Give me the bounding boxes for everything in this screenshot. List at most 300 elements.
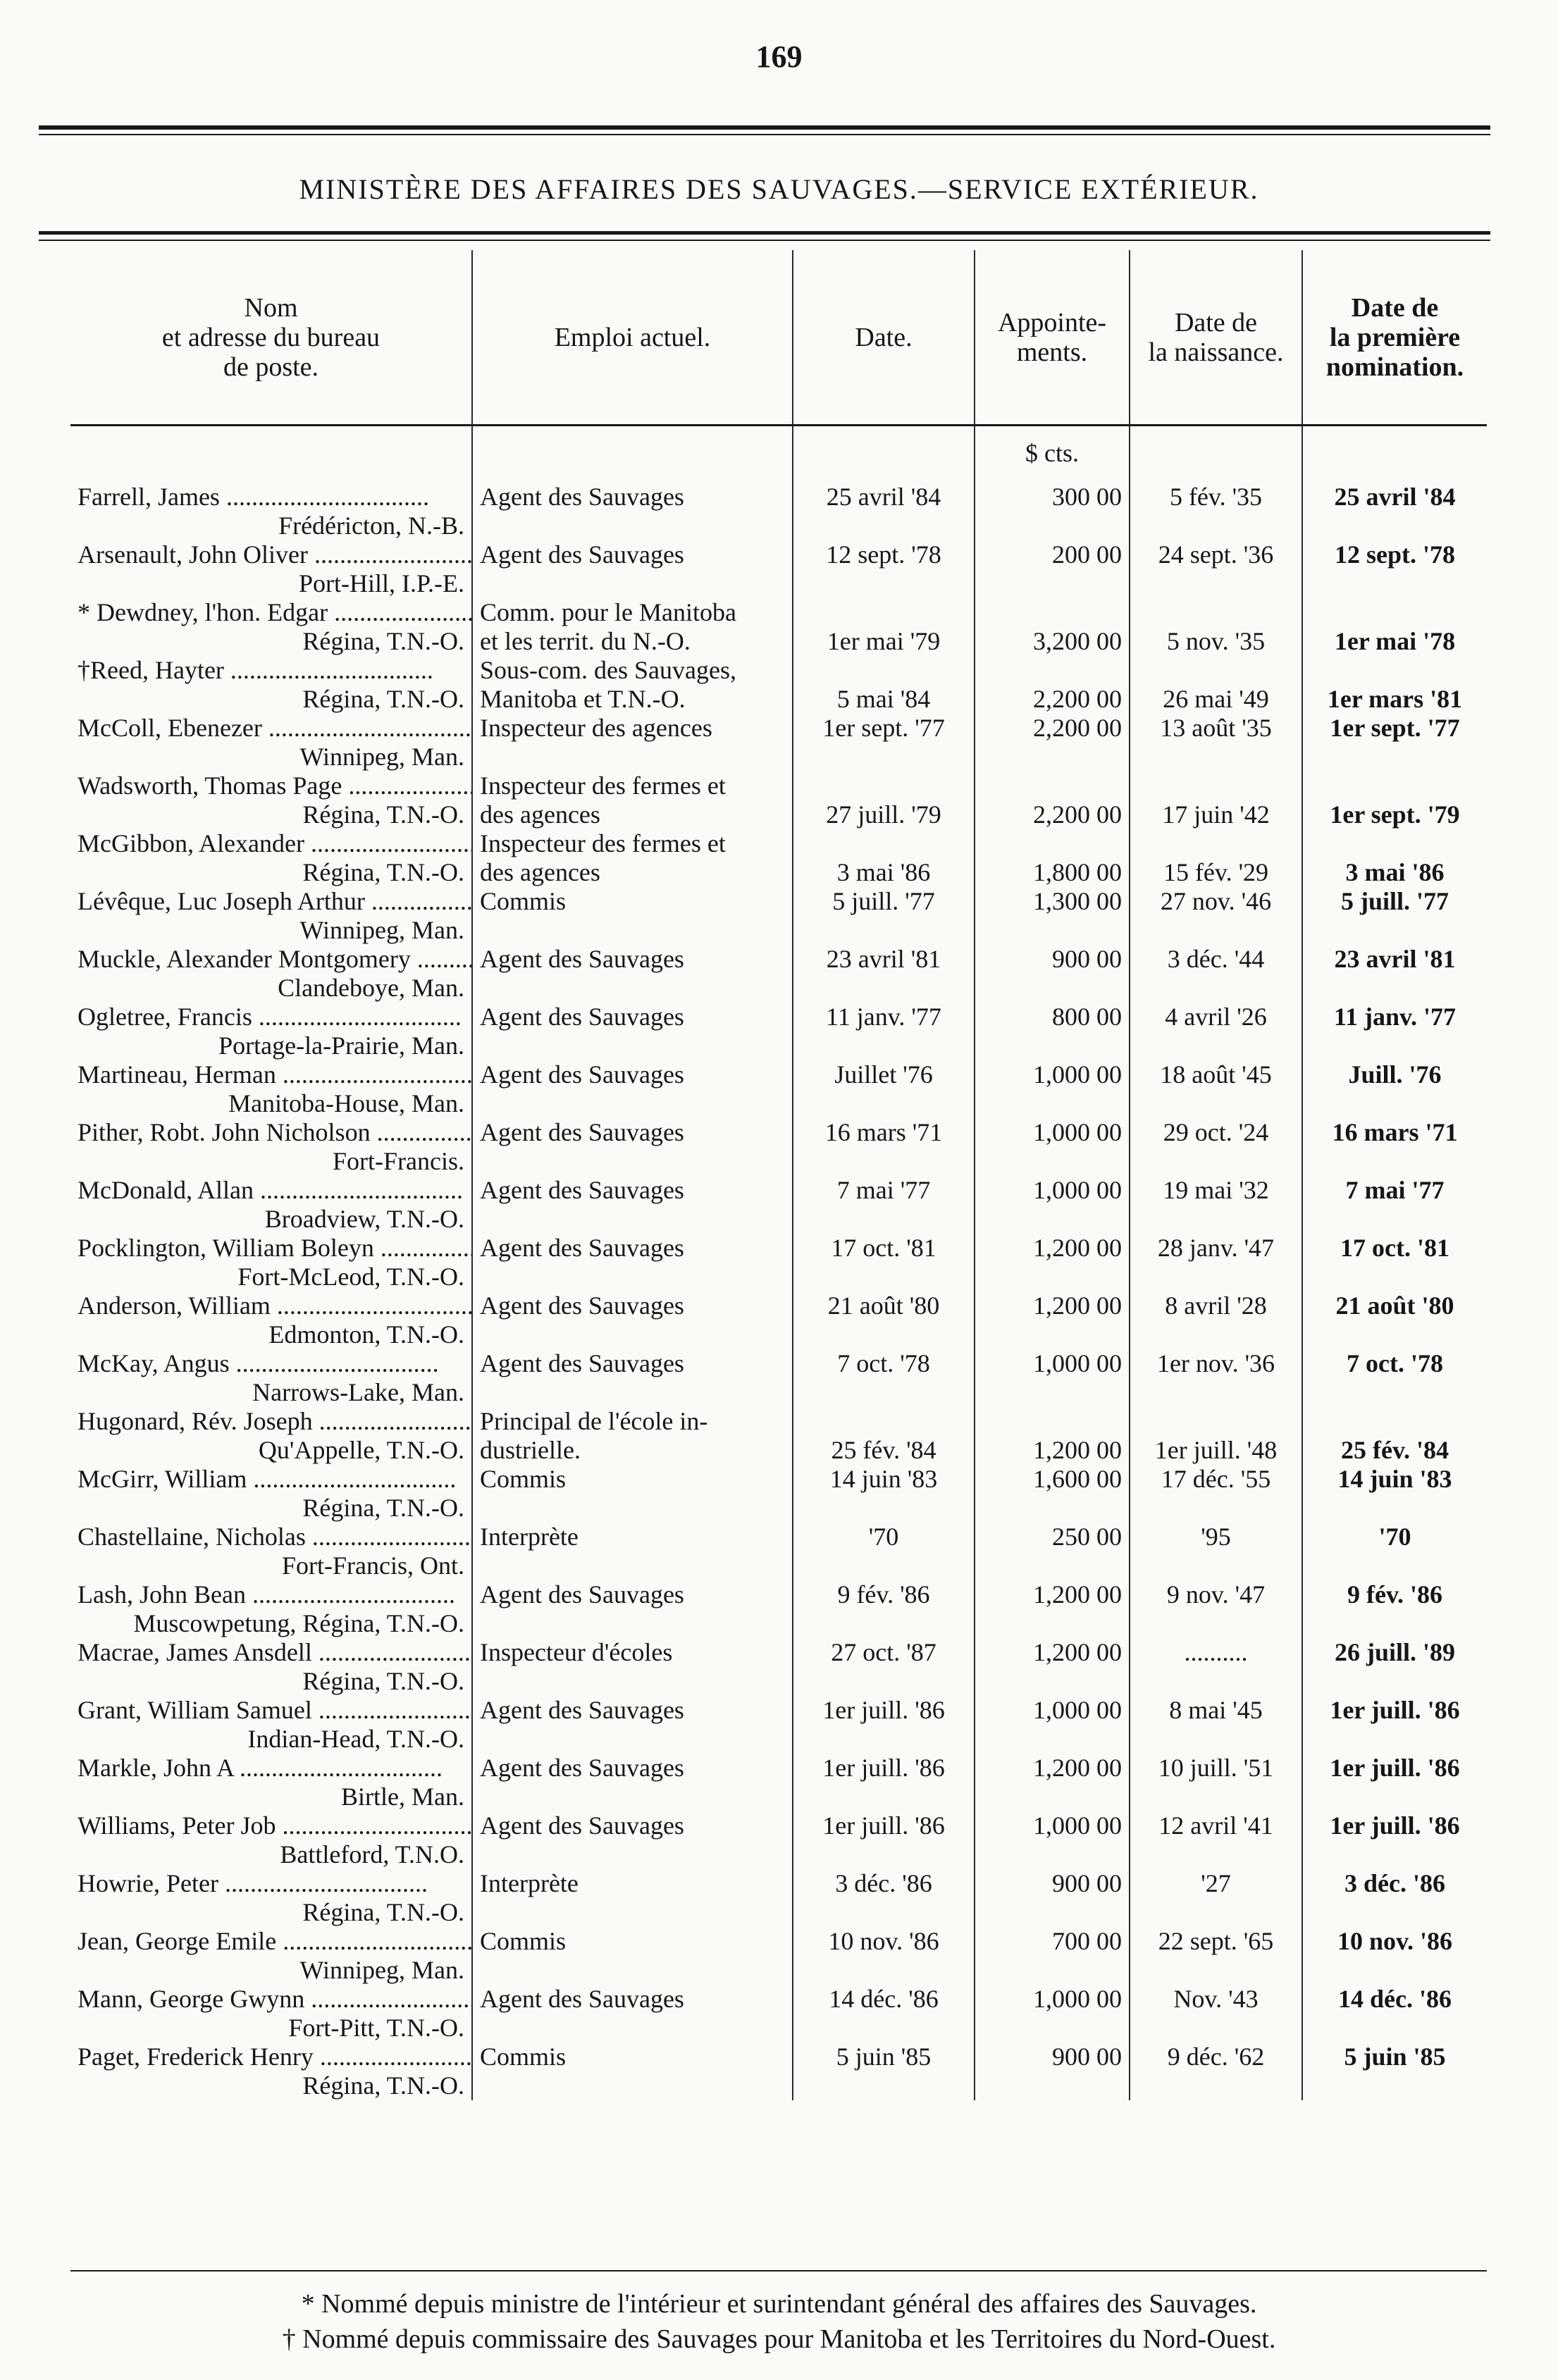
- table-row: [70, 1176, 1487, 1234]
- cell-name: [70, 829, 472, 887]
- units-spacer: [1130, 426, 1302, 483]
- header-nomination: [1302, 250, 1487, 426]
- cell-appointements: 2,200 00: [975, 714, 1130, 771]
- employee-address: Fort-Francis.: [333, 1147, 464, 1175]
- cell-naissance: '27: [1130, 1869, 1302, 1927]
- cell-emploi: [472, 1696, 793, 1754]
- employee-address: Winnipeg, Man.: [299, 916, 464, 944]
- cell-name: [70, 945, 472, 1003]
- table-row: [70, 1060, 1487, 1118]
- footnote-1: * Nommé depuis ministre de l'intérieur et surintendant général des affaires des Sauvages.: [301, 2289, 1257, 2319]
- cell-date: 5 juill. '77: [793, 887, 975, 945]
- cell-nomination: 9 fév. '86: [1302, 1580, 1487, 1638]
- employee-name: Pocklington, William Boleyn .....: [78, 1234, 472, 1262]
- cell-appointements: 1,200 00: [975, 1234, 1130, 1291]
- cell-name: [70, 1869, 472, 1927]
- cell-nomination: 7 mai '77: [1302, 1176, 1487, 1234]
- cell-date: 14 juin '83: [793, 1465, 975, 1523]
- cell-date: 23 avril '81: [793, 945, 975, 1003]
- employee-name: Ogletree, Francis .....: [78, 1003, 462, 1031]
- cell-appointements: 1,200 00: [975, 1580, 1130, 1638]
- cell-appointements: 300 00: [975, 483, 1130, 540]
- employee-name: Markle, John A .....: [78, 1754, 443, 1782]
- cell-nomination: 1er sept. '77: [1302, 714, 1487, 771]
- cell-emploi: [472, 1638, 793, 1696]
- employee-name: Mann, George Gwynn .....: [78, 1985, 472, 2013]
- emploi-line: des agences: [480, 800, 600, 829]
- employee-name: Arsenault, John Oliver .....: [78, 540, 472, 569]
- cell-nomination: 1er sept. '79: [1302, 771, 1487, 829]
- employee-name: Hugonard, Rév. Joseph .....: [78, 1407, 472, 1435]
- title-rule-thick: [39, 231, 1490, 235]
- emploi-line: Agent des Sauvages: [480, 1060, 684, 1089]
- cell-appointements: 1,000 00: [975, 1349, 1130, 1407]
- emploi-line: Agent des Sauvages: [480, 1118, 684, 1146]
- cell-nomination: 14 juin '83: [1302, 1465, 1487, 1523]
- cell-nomination: 14 déc. '86: [1302, 1985, 1487, 2043]
- cell-name: [70, 656, 472, 714]
- cell-date: 1er mai '79: [793, 598, 975, 656]
- employee-name: Anderson, William .....: [78, 1291, 472, 1320]
- table-row: [70, 483, 1487, 540]
- employee-address: Narrows-Lake, Man.: [252, 1378, 464, 1406]
- table-row: [70, 540, 1487, 598]
- page-title: MINISTÈRE DES AFFAIRES DES SAUVAGES.—SERVICE EXTÉRIEUR.: [299, 173, 1259, 205]
- cell-appointements: 1,000 00: [975, 1060, 1130, 1118]
- cell-naissance: 4 avril '26: [1130, 1003, 1302, 1060]
- table-row: [70, 1754, 1487, 1811]
- table-row: [70, 1523, 1487, 1580]
- cell-naissance: 22 sept. '65: [1130, 1927, 1302, 1985]
- employee-name: Chastellaine, Nicholas .....: [78, 1523, 472, 1551]
- cell-emploi: [472, 1407, 793, 1465]
- table-bottom-rule: [70, 2270, 1487, 2271]
- cell-emploi: [472, 540, 793, 598]
- table-row: [70, 598, 1487, 656]
- employee-address: Frédéricton, N.-B.: [278, 512, 464, 540]
- table-row: [70, 1465, 1487, 1523]
- cell-emploi: [472, 1523, 793, 1580]
- cell-name: [70, 1176, 472, 1234]
- cell-appointements: 250 00: [975, 1523, 1130, 1580]
- employee-address: Battleford, T.N.O.: [280, 1840, 464, 1868]
- cell-naissance: 13 août '35: [1130, 714, 1302, 771]
- employee-name: Lash, John Bean .....: [78, 1580, 455, 1609]
- cell-date: 9 fév. '86: [793, 1580, 975, 1638]
- cell-emploi: [472, 1118, 793, 1176]
- cell-appointements: 3,200 00: [975, 598, 1130, 656]
- header-naissance-line: la naissance.: [1148, 337, 1284, 367]
- cell-nomination: 12 sept. '78: [1302, 540, 1487, 598]
- emploi-line: Interprète: [480, 1523, 579, 1551]
- cell-naissance: 8 mai '45: [1130, 1696, 1302, 1754]
- employee-name: McDonald, Allan .....: [78, 1176, 463, 1204]
- employee-address: Fort-McLeod, T.N.-O.: [237, 1263, 464, 1291]
- employee-name: Lévêque, Luc Joseph Arthur .....: [78, 887, 472, 915]
- cell-date: 3 mai '86: [793, 829, 975, 887]
- cell-name: [70, 1580, 472, 1638]
- cell-emploi: [472, 1234, 793, 1291]
- cell-nomination: 10 nov. '86: [1302, 1927, 1487, 1985]
- cell-name: [70, 1638, 472, 1696]
- employee-address: Winnipeg, Man.: [299, 743, 464, 771]
- employee-name: Muckle, Alexander Montgomery .....: [78, 945, 472, 973]
- table-row: [70, 1985, 1487, 2043]
- employee-name: Jean, George Emile .....: [78, 1927, 472, 1955]
- cell-appointements: 1,000 00: [975, 1985, 1130, 2043]
- cell-naissance: 27 nov. '46: [1130, 887, 1302, 945]
- cell-emploi: [472, 2043, 793, 2100]
- cell-naissance: 8 avril '28: [1130, 1291, 1302, 1349]
- cell-date: 1er sept. '77: [793, 714, 975, 771]
- units-spacer: [70, 426, 472, 483]
- header-nomination-line: Date de: [1351, 292, 1439, 323]
- employee-address: Manitoba-House, Man.: [228, 1089, 464, 1117]
- employee-name: Martineau, Herman .....: [78, 1060, 472, 1089]
- cell-nomination: 26 juill. '89: [1302, 1638, 1487, 1696]
- cell-naissance: 29 oct. '24: [1130, 1118, 1302, 1176]
- cell-naissance: 9 déc. '62: [1130, 2043, 1302, 2100]
- employee-address: Fort-Francis, Ont.: [282, 1551, 464, 1580]
- cell-naissance: 1er juill. '48: [1130, 1407, 1302, 1465]
- cell-date: 27 juill. '79: [793, 771, 975, 829]
- employee-address: Winnipeg, Man.: [299, 1956, 464, 1984]
- cell-appointements: 1,000 00: [975, 1176, 1130, 1234]
- cell-appointements: 900 00: [975, 945, 1130, 1003]
- header-date: Date.: [793, 250, 975, 426]
- employee-address: Qu'Appelle, T.N.-O.: [258, 1436, 464, 1464]
- employee-address: Portage-la-Prairie, Man.: [218, 1031, 464, 1060]
- cell-appointements: 1,200 00: [975, 1754, 1130, 1811]
- cell-appointements: 200 00: [975, 540, 1130, 598]
- emploi-line: Interprète: [480, 1869, 579, 1897]
- cell-appointements: 1,000 00: [975, 1696, 1130, 1754]
- cell-name: [70, 1234, 472, 1291]
- cell-appointements: 800 00: [975, 1003, 1130, 1060]
- header-nomination-line: nomination.: [1325, 352, 1464, 382]
- table-row: [70, 2043, 1487, 2100]
- emploi-line: Agent des Sauvages: [480, 1580, 684, 1609]
- cell-date: 7 oct. '78: [793, 1349, 975, 1407]
- cell-emploi: [472, 887, 793, 945]
- cell-emploi: [472, 1176, 793, 1234]
- cell-name: [70, 1523, 472, 1580]
- header-appointements-line: ments.: [1016, 337, 1088, 367]
- cell-nomination: 3 mai '86: [1302, 829, 1487, 887]
- emploi-line: Agent des Sauvages: [480, 1234, 684, 1262]
- employee-address: Régina, T.N.-O.: [302, 685, 464, 713]
- employee-address: Régina, T.N.-O.: [302, 1494, 464, 1522]
- employee-name: †Reed, Hayter .....: [78, 656, 433, 684]
- cell-naissance: 3 déc. '44: [1130, 945, 1302, 1003]
- table-row: [70, 714, 1487, 771]
- cell-date: Juillet '76: [793, 1060, 975, 1118]
- cell-appointements: 1,000 00: [975, 1811, 1130, 1869]
- table-row: [70, 1811, 1487, 1869]
- header-name: [70, 250, 472, 426]
- employee-address: Régina, T.N.-O.: [302, 858, 464, 886]
- cell-naissance: 12 avril '41: [1130, 1811, 1302, 1869]
- cell-naissance: 5 nov. '35: [1130, 598, 1302, 656]
- cell-date: 25 avril '84: [793, 483, 975, 540]
- cell-naissance: '95: [1130, 1523, 1302, 1580]
- cell-nomination: 1er juill. '86: [1302, 1754, 1487, 1811]
- header-naissance: [1130, 250, 1302, 426]
- cell-name: [70, 1118, 472, 1176]
- table-row: [70, 1407, 1487, 1465]
- top-rule-thin: [39, 134, 1490, 135]
- cell-appointements: 1,000 00: [975, 1118, 1130, 1176]
- table-row: [70, 1234, 1487, 1291]
- employee-address: Muscowpetung, Régina, T.N.-O.: [133, 1609, 464, 1637]
- table-row: [70, 887, 1487, 945]
- emploi-line: et les territ. du N.-O.: [480, 627, 691, 655]
- footnote-2: † Nommé depuis commissaire des Sauvages pour Manitoba et les Territoires du Nord-Ouest.: [282, 2324, 1276, 2354]
- top-rule-thick: [39, 125, 1490, 130]
- cell-date: 7 mai '77: [793, 1176, 975, 1234]
- employee-address: Régina, T.N.-O.: [302, 627, 464, 655]
- cell-date: 12 sept. '78: [793, 540, 975, 598]
- employee-address: Régina, T.N.-O.: [302, 800, 464, 829]
- cell-name: [70, 1060, 472, 1118]
- cell-emploi: [472, 1869, 793, 1927]
- cell-date: 1er juill. '86: [793, 1696, 975, 1754]
- employee-address: Régina, T.N.-O.: [302, 2071, 464, 2100]
- cell-date: 3 déc. '86: [793, 1869, 975, 1927]
- header-name-line: et adresse du bureau: [161, 322, 381, 352]
- cell-name: [70, 1811, 472, 1869]
- cell-emploi: [472, 714, 793, 771]
- cell-nomination: 1er mars '81: [1302, 656, 1487, 714]
- emploi-line: Commis: [480, 2043, 567, 2071]
- cell-naissance: ..........: [1130, 1638, 1302, 1696]
- table-row: [70, 829, 1487, 887]
- cell-nomination: 25 avril '84: [1302, 483, 1487, 540]
- cell-naissance: 17 juin '42: [1130, 771, 1302, 829]
- cell-nomination: 5 juin '85: [1302, 2043, 1487, 2100]
- header-row: [70, 250, 1487, 426]
- cell-name: [70, 1985, 472, 2043]
- cell-nomination: '70: [1302, 1523, 1487, 1580]
- table-row: [70, 656, 1487, 714]
- cell-emploi: [472, 945, 793, 1003]
- employee-address: Régina, T.N.-O.: [302, 1898, 464, 1926]
- cell-nomination: 23 avril '81: [1302, 945, 1487, 1003]
- header-name-line: de poste.: [223, 352, 319, 382]
- cell-nomination: 1er juill. '86: [1302, 1696, 1487, 1754]
- table-row: [70, 1696, 1487, 1754]
- units-spacer: [1302, 426, 1487, 483]
- cell-name: [70, 1754, 472, 1811]
- cell-date: 27 oct. '87: [793, 1638, 975, 1696]
- cell-nomination: Juill. '76: [1302, 1060, 1487, 1118]
- cell-emploi: [472, 1003, 793, 1060]
- emploi-line: des agences: [480, 858, 600, 886]
- cell-date: 1er juill. '86: [793, 1754, 975, 1811]
- staff-register-table: [70, 250, 1487, 2100]
- cell-naissance: 26 mai '49: [1130, 656, 1302, 714]
- cell-emploi: [472, 483, 793, 540]
- emploi-line: Agent des Sauvages: [480, 1349, 684, 1377]
- emploi-line: Agent des Sauvages: [480, 945, 684, 973]
- emploi-line: Manitoba et T.N.-O.: [480, 685, 686, 713]
- page-number: 169: [755, 39, 803, 74]
- emploi-line: Comm. pour le Manitoba: [480, 598, 736, 626]
- cell-date: 10 nov. '86: [793, 1927, 975, 1985]
- header-appointements-line: Appointe-: [997, 307, 1107, 337]
- cell-date: 5 juin '85: [793, 2043, 975, 2100]
- employee-name: Williams, Peter Job .....: [78, 1811, 472, 1840]
- units-row: [70, 426, 1487, 483]
- cell-name: [70, 483, 472, 540]
- cell-emploi: [472, 1580, 793, 1638]
- header-emploi: Emploi actuel.: [472, 250, 793, 426]
- cell-nomination: 7 oct. '78: [1302, 1349, 1487, 1407]
- cell-name: [70, 1349, 472, 1407]
- emploi-line: Agent des Sauvages: [480, 1003, 684, 1031]
- cell-name: [70, 887, 472, 945]
- emploi-line: Agent des Sauvages: [480, 1291, 684, 1320]
- emploi-line: Commis: [480, 887, 567, 915]
- units-label: $ cts.: [975, 426, 1130, 483]
- cell-name: [70, 1696, 472, 1754]
- employee-name: McGibbon, Alexander .....: [78, 829, 472, 857]
- employee-name: Grant, William Samuel .....: [78, 1696, 472, 1724]
- cell-emploi: [472, 829, 793, 887]
- table-row: [70, 1003, 1487, 1060]
- cell-emploi: [472, 656, 793, 714]
- cell-emploi: [472, 1927, 793, 1985]
- cell-date: '70: [793, 1523, 975, 1580]
- cell-nomination: 16 mars '71: [1302, 1118, 1487, 1176]
- cell-emploi: [472, 771, 793, 829]
- cell-date: 25 fév. '84: [793, 1407, 975, 1465]
- table-row: [70, 1349, 1487, 1407]
- employee-name: McColl, Ebenezer .....: [78, 714, 471, 742]
- cell-naissance: 5 fév. '35: [1130, 483, 1302, 540]
- cell-nomination: 1er juill. '86: [1302, 1811, 1487, 1869]
- cell-appointements: 2,200 00: [975, 656, 1130, 714]
- cell-naissance: 1er nov. '36: [1130, 1349, 1302, 1407]
- units-spacer: [793, 426, 975, 483]
- employee-name: Wadsworth, Thomas Page .....: [78, 771, 472, 800]
- employee-name: Farrell, James .....: [78, 483, 429, 511]
- emploi-line: Inspecteur des fermes et: [480, 829, 726, 857]
- employee-address: Broadview, T.N.-O.: [264, 1205, 464, 1233]
- emploi-line: Agent des Sauvages: [480, 1696, 684, 1724]
- cell-name: [70, 714, 472, 771]
- cell-emploi: [472, 1754, 793, 1811]
- cell-date: 16 mars '71: [793, 1118, 975, 1176]
- table-row: [70, 1638, 1487, 1696]
- employee-address: Edmonton, T.N.-O.: [268, 1320, 464, 1349]
- emploi-line: Inspecteur des fermes et: [480, 771, 726, 800]
- table-row: [70, 1869, 1487, 1927]
- cell-name: [70, 1927, 472, 1985]
- cell-nomination: 3 déc. '86: [1302, 1869, 1487, 1927]
- cell-appointements: 1,300 00: [975, 887, 1130, 945]
- cell-appointements: 900 00: [975, 1869, 1130, 1927]
- cell-name: [70, 1407, 472, 1465]
- cell-naissance: 15 fév. '29: [1130, 829, 1302, 887]
- cell-nomination: 11 janv. '77: [1302, 1003, 1487, 1060]
- cell-name: [70, 1465, 472, 1523]
- cell-emploi: [472, 598, 793, 656]
- cell-name: [70, 1291, 472, 1349]
- cell-appointements: 1,200 00: [975, 1291, 1130, 1349]
- cell-naissance: 9 nov. '47: [1130, 1580, 1302, 1638]
- cell-nomination: 21 août '80: [1302, 1291, 1487, 1349]
- cell-nomination: 5 juill. '77: [1302, 887, 1487, 945]
- header-nomination-line: la première: [1329, 322, 1461, 352]
- emploi-line: Commis: [480, 1927, 567, 1955]
- cell-emploi: [472, 1465, 793, 1523]
- employee-name: McGirr, William .....: [78, 1465, 456, 1493]
- table-row: [70, 771, 1487, 829]
- employee-name: McKay, Angus .....: [78, 1349, 439, 1377]
- employee-address: Birtle, Man.: [341, 1783, 464, 1811]
- cell-appointements: 700 00: [975, 1927, 1130, 1985]
- cell-appointements: 2,200 00: [975, 771, 1130, 829]
- header-naissance-line: Date de: [1174, 307, 1258, 337]
- cell-name: [70, 540, 472, 598]
- cell-name: [70, 2043, 472, 2100]
- emploi-line: Agent des Sauvages: [480, 1754, 684, 1782]
- employee-name: * Dewdney, l'hon. Edgar .....: [78, 598, 472, 626]
- cell-date: 5 mai '84: [793, 656, 975, 714]
- cell-naissance: 28 janv. '47: [1130, 1234, 1302, 1291]
- employee-address: Clandeboye, Man.: [278, 974, 464, 1002]
- emploi-line: Agent des Sauvages: [480, 1176, 684, 1204]
- table-row: [70, 1927, 1487, 1985]
- employee-address: Fort-Pitt, T.N.-O.: [288, 2014, 464, 2042]
- employee-name: Paget, Frederick Henry .....: [78, 2043, 472, 2071]
- emploi-line: Agent des Sauvages: [480, 483, 684, 511]
- cell-date: 1er juill. '86: [793, 1811, 975, 1869]
- emploi-line: Commis: [480, 1465, 567, 1493]
- cell-date: 11 janv. '77: [793, 1003, 975, 1060]
- cell-naissance: Nov. '43: [1130, 1985, 1302, 2043]
- cell-emploi: [472, 1811, 793, 1869]
- employee-address: Indian-Head, T.N.-O.: [247, 1725, 464, 1753]
- cell-date: 14 déc. '86: [793, 1985, 975, 2043]
- emploi-line: Agent des Sauvages: [480, 1985, 684, 2013]
- emploi-line: Inspecteur des agences: [480, 714, 712, 742]
- cell-appointements: 900 00: [975, 2043, 1130, 2100]
- cell-nomination: 25 fév. '84: [1302, 1407, 1487, 1465]
- header-appointements: [975, 250, 1130, 426]
- cell-nomination: 1er mai '78: [1302, 598, 1487, 656]
- cell-naissance: 24 sept. '36: [1130, 540, 1302, 598]
- cell-naissance: 10 juill. '51: [1130, 1754, 1302, 1811]
- table-row: [70, 1291, 1487, 1349]
- cell-appointements: 1,600 00: [975, 1465, 1130, 1523]
- table-row: [70, 945, 1487, 1003]
- cell-naissance: 19 mai '32: [1130, 1176, 1302, 1234]
- cell-appointements: 1,200 00: [975, 1638, 1130, 1696]
- employee-name: Macrae, James Ansdell .....: [78, 1638, 472, 1666]
- emploi-line: Agent des Sauvages: [480, 1811, 684, 1840]
- title-rule-thin: [39, 240, 1490, 241]
- units-spacer: [472, 426, 793, 483]
- employee-address: Port-Hill, I.P.-E.: [298, 569, 464, 597]
- cell-date: 17 oct. '81: [793, 1234, 975, 1291]
- table-row: [70, 1580, 1487, 1638]
- cell-name: [70, 771, 472, 829]
- cell-nomination: 17 oct. '81: [1302, 1234, 1487, 1291]
- employee-name: Howrie, Peter .....: [78, 1869, 428, 1897]
- cell-naissance: 18 août '45: [1130, 1060, 1302, 1118]
